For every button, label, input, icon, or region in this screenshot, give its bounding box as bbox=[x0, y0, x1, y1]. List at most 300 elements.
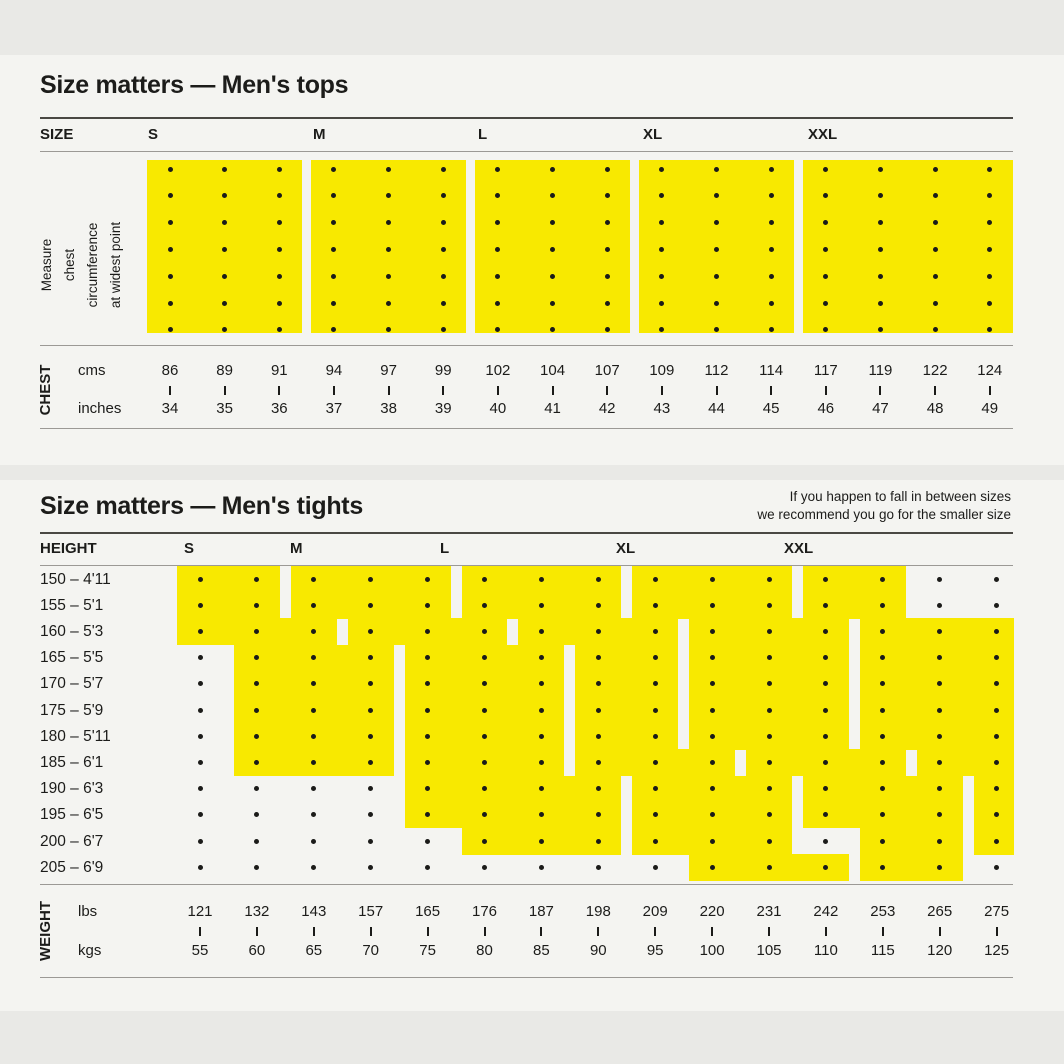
grid-dot bbox=[596, 865, 601, 870]
grid-dot bbox=[937, 734, 942, 739]
inches-value: 34 bbox=[161, 400, 179, 417]
grid-dot bbox=[933, 193, 938, 198]
height-row-label: 160 – 5'3 bbox=[40, 623, 104, 640]
tops-title: Size matters — Men's tops bbox=[40, 71, 349, 99]
inches-value: 42 bbox=[598, 400, 616, 417]
grid-dot bbox=[311, 577, 316, 582]
grid-dot bbox=[605, 274, 610, 279]
grid-dot bbox=[767, 786, 772, 791]
grid-dot bbox=[168, 327, 173, 332]
grid-dot bbox=[937, 577, 942, 582]
grid-dot bbox=[368, 839, 373, 844]
grid-dot bbox=[596, 734, 601, 739]
grid-dot bbox=[539, 577, 544, 582]
tops-size-header-XL: XL bbox=[643, 126, 663, 143]
tights-size-header-S: S bbox=[184, 540, 195, 557]
grid-dot bbox=[769, 193, 774, 198]
cms-inch-tick bbox=[169, 386, 171, 395]
grid-dot bbox=[878, 247, 883, 252]
size-band-L bbox=[575, 645, 678, 672]
cms-value: 97 bbox=[380, 362, 397, 379]
grid-dot bbox=[878, 167, 883, 172]
grid-dot bbox=[277, 301, 282, 306]
tights-size-header-XXL: XXL bbox=[784, 540, 814, 557]
height-row-label: 195 – 6'5 bbox=[40, 806, 104, 824]
grid-dot bbox=[222, 301, 227, 306]
grid-dot bbox=[425, 708, 430, 713]
grid-dot bbox=[767, 839, 772, 844]
grid-dot bbox=[767, 577, 772, 582]
grid-dot bbox=[769, 167, 774, 172]
height-row-label: 165 – 5'5 bbox=[40, 649, 104, 667]
cms-value: 99 bbox=[434, 362, 452, 379]
grid-dot bbox=[994, 708, 999, 713]
grid-dot bbox=[994, 734, 999, 739]
grid-dot bbox=[386, 274, 391, 279]
grid-dot bbox=[653, 655, 658, 660]
grid-dot bbox=[994, 577, 999, 582]
kgs-value: 70 bbox=[362, 942, 380, 959]
weight-axis-label: WEIGHT bbox=[37, 901, 54, 961]
grid-dot bbox=[198, 655, 203, 660]
size-band-L bbox=[575, 723, 678, 750]
measure-instruction-line: circumference bbox=[85, 222, 100, 308]
grid-dot bbox=[482, 577, 487, 582]
grid-dot bbox=[222, 167, 227, 172]
inches-value: 44 bbox=[708, 400, 725, 417]
inches-value: 37 bbox=[325, 400, 343, 417]
cms-value: 112 bbox=[704, 362, 729, 379]
grid-dot bbox=[596, 786, 601, 791]
grid-dot bbox=[987, 167, 992, 172]
grid-dot bbox=[653, 839, 658, 844]
grid-dot bbox=[198, 865, 203, 870]
grid-dot bbox=[550, 167, 555, 172]
grid-dot bbox=[653, 786, 658, 791]
cms-value: 114 bbox=[759, 362, 784, 379]
cms-value: 122 bbox=[922, 362, 948, 379]
lbs-value: 198 bbox=[585, 903, 611, 920]
grid-dot bbox=[710, 865, 715, 870]
grid-dot bbox=[878, 274, 883, 279]
height-row-label: 150 – 4'11 bbox=[40, 570, 111, 588]
grid-dot bbox=[994, 865, 999, 870]
grid-dot bbox=[277, 274, 282, 279]
kgs-value: 120 bbox=[927, 942, 953, 959]
grid-dot bbox=[198, 629, 203, 634]
kgs-value: 90 bbox=[589, 942, 607, 959]
grid-dot bbox=[539, 734, 544, 739]
inches-value: 35 bbox=[216, 400, 233, 417]
grid-dot bbox=[425, 734, 430, 739]
grid-dot bbox=[880, 839, 885, 844]
tights-size-header-M: M bbox=[290, 540, 303, 557]
tops-size-header-M: M bbox=[313, 126, 326, 143]
grid-dot bbox=[933, 220, 938, 225]
tops-size-header-L: L bbox=[478, 126, 488, 143]
lbs-value: 187 bbox=[528, 903, 554, 920]
grid-dot bbox=[769, 301, 774, 306]
size-band-S bbox=[177, 592, 280, 619]
grid-dot bbox=[710, 629, 715, 634]
grid-dot bbox=[767, 629, 772, 634]
grid-dot bbox=[653, 760, 658, 765]
grid-dot bbox=[710, 839, 715, 844]
tights-grid-rule bbox=[40, 884, 1013, 885]
inches-value: 47 bbox=[872, 400, 889, 417]
grid-dot bbox=[987, 274, 992, 279]
grid-dot bbox=[653, 708, 658, 713]
grid-dot bbox=[386, 301, 391, 306]
cms-value: 102 bbox=[485, 362, 511, 379]
grid-dot bbox=[539, 603, 544, 608]
cms-value: 86 bbox=[161, 362, 179, 379]
grid-dot bbox=[198, 839, 203, 844]
cms-inch-tick bbox=[934, 386, 936, 395]
grid-dot bbox=[198, 708, 203, 713]
grid-dot bbox=[368, 865, 373, 870]
size-band-L bbox=[575, 697, 678, 724]
grid-dot bbox=[653, 734, 658, 739]
kgs-value: 65 bbox=[305, 942, 323, 959]
size-band-M bbox=[405, 802, 622, 829]
grid-dot bbox=[277, 247, 282, 252]
grid-dot bbox=[368, 812, 373, 817]
cms-value: 91 bbox=[270, 362, 288, 379]
tops-grid-rule bbox=[40, 345, 1013, 346]
lbs-kgs-tick bbox=[939, 927, 941, 936]
cms-value: 94 bbox=[325, 362, 343, 379]
grid-dot bbox=[222, 274, 227, 279]
grid-dot bbox=[311, 786, 316, 791]
grid-dot bbox=[653, 865, 658, 870]
height-row-label: 190 – 6'3 bbox=[40, 780, 104, 798]
cms-value: 107 bbox=[594, 362, 620, 379]
grid-dot bbox=[767, 603, 772, 608]
grid-dot bbox=[710, 603, 715, 608]
grid-dot bbox=[710, 734, 715, 739]
grid-dot bbox=[767, 865, 772, 870]
grid-dot bbox=[539, 629, 544, 634]
grid-dot bbox=[386, 167, 391, 172]
grid-dot bbox=[987, 301, 992, 306]
grid-dot bbox=[368, 577, 373, 582]
kgs-value: 85 bbox=[533, 942, 550, 959]
grid-dot bbox=[168, 301, 173, 306]
tops-size-block-XXL bbox=[803, 160, 1013, 333]
grid-dot bbox=[386, 247, 391, 252]
grid-dot bbox=[254, 865, 259, 870]
lbs-value: 143 bbox=[301, 903, 327, 920]
grid-dot bbox=[605, 301, 610, 306]
grid-dot bbox=[539, 760, 544, 765]
measure-instruction-line: Measure bbox=[39, 238, 54, 292]
lbs-kgs-tick bbox=[256, 927, 258, 936]
lbs-value: 132 bbox=[244, 903, 270, 920]
grid-dot bbox=[653, 629, 658, 634]
grid-dot bbox=[495, 301, 500, 306]
tights-bottom-rule bbox=[40, 977, 1013, 978]
tights-height-header-label: HEIGHT bbox=[40, 540, 97, 557]
grid-dot bbox=[937, 603, 942, 608]
grid-dot bbox=[596, 839, 601, 844]
tops-header-rule bbox=[40, 151, 1013, 152]
cms-inch-tick bbox=[278, 386, 280, 395]
size-band-XL bbox=[860, 828, 963, 855]
grid-dot bbox=[482, 760, 487, 765]
size-band-L bbox=[575, 671, 678, 698]
cms-unit-label: cms bbox=[78, 362, 106, 379]
height-row-label: 175 – 5'9 bbox=[40, 701, 104, 719]
size-band-S bbox=[177, 566, 280, 593]
lbs-kgs-tick bbox=[597, 927, 599, 936]
grid-dot bbox=[714, 167, 719, 172]
grid-dot bbox=[769, 220, 774, 225]
cms-inch-tick bbox=[442, 386, 444, 395]
grid-dot bbox=[933, 327, 938, 332]
cms-value: 117 bbox=[813, 362, 838, 379]
cms-value: 109 bbox=[649, 362, 675, 379]
grid-dot bbox=[710, 760, 715, 765]
lbs-value: 265 bbox=[927, 903, 953, 920]
kgs-value: 110 bbox=[813, 942, 838, 959]
grid-dot bbox=[994, 839, 999, 844]
grid-dot bbox=[933, 274, 938, 279]
lbs-value: 176 bbox=[471, 903, 498, 920]
grid-dot bbox=[767, 734, 772, 739]
lbs-value: 121 bbox=[187, 903, 213, 920]
tops-size-header-S: S bbox=[148, 126, 159, 143]
grid-dot bbox=[710, 786, 715, 791]
tops-size-header-XXL: XXL bbox=[808, 126, 838, 143]
grid-dot bbox=[539, 865, 544, 870]
grid-dot bbox=[441, 167, 446, 172]
grid-dot bbox=[482, 839, 487, 844]
grid-dot bbox=[277, 220, 282, 225]
grid-dot bbox=[823, 839, 828, 844]
inches-value: 48 bbox=[926, 400, 944, 417]
grid-dot bbox=[425, 865, 430, 870]
grid-dot bbox=[482, 629, 487, 634]
grid-dot bbox=[767, 681, 772, 686]
grid-dot bbox=[937, 839, 942, 844]
grid-dot bbox=[878, 301, 883, 306]
grid-dot bbox=[198, 786, 203, 791]
lbs-kgs-tick bbox=[825, 927, 827, 936]
grid-dot bbox=[368, 786, 373, 791]
grid-dot bbox=[441, 220, 446, 225]
grid-dot bbox=[198, 603, 203, 608]
cms-inch-tick bbox=[770, 386, 772, 395]
height-row-label: 185 – 6'1 bbox=[40, 754, 104, 771]
lbs-value: 275 bbox=[984, 903, 1010, 920]
kgs-value: 55 bbox=[191, 942, 209, 959]
grid-dot bbox=[933, 247, 938, 252]
chest-axis-label: CHEST bbox=[37, 364, 54, 416]
grid-dot bbox=[659, 167, 664, 172]
inches-value: 46 bbox=[817, 400, 835, 417]
size-band-XXL bbox=[917, 749, 1014, 776]
size-band-XXL bbox=[803, 592, 906, 619]
grid-dot bbox=[769, 274, 774, 279]
inches-value: 49 bbox=[981, 400, 999, 417]
grid-dot bbox=[605, 220, 610, 225]
grid-dot bbox=[596, 708, 601, 713]
tights-size-header-L: L bbox=[440, 540, 450, 557]
grid-dot bbox=[714, 301, 719, 306]
note-line-2: we recommend you go for the smaller size bbox=[757, 507, 1011, 522]
cms-inch-tick bbox=[333, 386, 335, 395]
kgs-value: 105 bbox=[756, 942, 782, 959]
measure-instruction-line: chest bbox=[62, 248, 77, 282]
grid-dot bbox=[769, 247, 774, 252]
cms-value: 89 bbox=[216, 362, 233, 379]
tights-size-header-XL: XL bbox=[616, 540, 636, 557]
measure-instruction-line: at widest point bbox=[108, 221, 123, 309]
inches-value: 43 bbox=[653, 400, 671, 417]
grid-dot bbox=[198, 577, 203, 582]
lbs-value: 165 bbox=[415, 903, 441, 920]
cms-value: 119 bbox=[868, 362, 893, 379]
grid-dot bbox=[198, 734, 203, 739]
kgs-value: 115 bbox=[870, 942, 895, 959]
grid-dot bbox=[605, 167, 610, 172]
inches-value: 38 bbox=[380, 400, 397, 417]
grid-dot bbox=[710, 655, 715, 660]
grid-dot bbox=[994, 603, 999, 608]
grid-dot bbox=[878, 220, 883, 225]
grid-dot bbox=[550, 301, 555, 306]
kgs-value: 60 bbox=[248, 942, 266, 959]
lbs-value: 253 bbox=[870, 903, 896, 920]
grid-dot bbox=[550, 274, 555, 279]
grid-dot bbox=[368, 708, 373, 713]
lbs-kgs-tick bbox=[427, 927, 429, 936]
inches-unit-label: inches bbox=[78, 400, 122, 417]
cms-inch-tick bbox=[661, 386, 663, 395]
grid-dot bbox=[168, 167, 173, 172]
grid-dot bbox=[168, 247, 173, 252]
inches-value: 41 bbox=[544, 400, 561, 417]
grid-dot bbox=[933, 301, 938, 306]
grid-dot bbox=[937, 865, 942, 870]
cms-value: 104 bbox=[540, 362, 566, 379]
grid-dot bbox=[425, 603, 430, 608]
note-line-1: If you happen to fall in between sizes bbox=[789, 489, 1011, 504]
grid-dot bbox=[653, 577, 658, 582]
grid-dot bbox=[425, 577, 430, 582]
kgs-value: 95 bbox=[646, 942, 664, 959]
grid-dot bbox=[482, 603, 487, 608]
grid-dot bbox=[550, 247, 555, 252]
grid-dot bbox=[714, 274, 719, 279]
grid-dot bbox=[168, 274, 173, 279]
lbs-kgs-tick bbox=[484, 927, 486, 936]
lbs-kgs-tick bbox=[711, 927, 713, 936]
grid-dot bbox=[495, 167, 500, 172]
grid-dot bbox=[254, 786, 259, 791]
grid-dot bbox=[823, 167, 828, 172]
tights-top-rule bbox=[40, 532, 1013, 534]
inches-value: 39 bbox=[434, 400, 452, 417]
grid-dot bbox=[596, 577, 601, 582]
lbs-kgs-tick bbox=[540, 927, 542, 936]
kgs-value: 75 bbox=[419, 942, 436, 959]
grid-dot bbox=[441, 301, 446, 306]
grid-dot bbox=[368, 603, 373, 608]
kgs-unit-label: kgs bbox=[78, 942, 102, 959]
grid-dot bbox=[198, 760, 203, 765]
grid-dot bbox=[659, 301, 664, 306]
grid-dot bbox=[823, 301, 828, 306]
grid-dot bbox=[311, 865, 316, 870]
cms-inch-tick bbox=[497, 386, 499, 395]
grid-dot bbox=[596, 629, 601, 634]
grid-dot bbox=[482, 865, 487, 870]
lbs-unit-label: lbs bbox=[78, 903, 98, 920]
grid-dot bbox=[168, 193, 173, 198]
height-row-label: 180 – 5'11 bbox=[40, 727, 111, 745]
grid-dot bbox=[539, 839, 544, 844]
tops-top-rule bbox=[40, 117, 1013, 119]
grid-dot bbox=[482, 708, 487, 713]
cms-inch-tick bbox=[388, 386, 390, 395]
grid-dot bbox=[880, 577, 885, 582]
grid-dot bbox=[933, 167, 938, 172]
lbs-kgs-tick bbox=[882, 927, 884, 936]
cms-inch-tick bbox=[989, 386, 991, 395]
lbs-value: 242 bbox=[813, 903, 839, 920]
lbs-kgs-tick bbox=[654, 927, 656, 936]
grid-dot bbox=[937, 708, 942, 713]
cms-inch-tick bbox=[224, 386, 226, 395]
height-row-label: 205 – 6'9 bbox=[40, 858, 104, 876]
tops-bottom-rule bbox=[40, 428, 1013, 429]
grid-dot bbox=[767, 655, 772, 660]
grid-dot bbox=[311, 812, 316, 817]
grid-dot bbox=[767, 708, 772, 713]
grid-dot bbox=[596, 655, 601, 660]
grid-dot bbox=[482, 734, 487, 739]
lbs-kgs-tick bbox=[370, 927, 372, 936]
size-band-XXL bbox=[803, 566, 906, 593]
cms-inch-tick bbox=[552, 386, 554, 395]
cms-inch-tick bbox=[879, 386, 881, 395]
grid-dot bbox=[168, 220, 173, 225]
cms-inch-tick bbox=[716, 386, 718, 395]
grid-dot bbox=[277, 167, 282, 172]
grid-dot bbox=[539, 708, 544, 713]
grid-dot bbox=[605, 247, 610, 252]
grid-dot bbox=[767, 760, 772, 765]
height-row-label: 155 – 5'1 bbox=[40, 596, 104, 614]
size-band-XL bbox=[860, 854, 963, 881]
grid-dot bbox=[769, 327, 774, 332]
grid-dot bbox=[368, 734, 373, 739]
grid-dot bbox=[425, 839, 430, 844]
kgs-value: 80 bbox=[476, 942, 493, 959]
grid-dot bbox=[596, 760, 601, 765]
lbs-kgs-tick bbox=[768, 927, 770, 936]
inches-value: 40 bbox=[489, 400, 507, 417]
grid-dot bbox=[710, 577, 715, 582]
height-row-label: 170 – 5'7 bbox=[40, 675, 104, 693]
grid-dot bbox=[880, 708, 885, 713]
grid-dot bbox=[767, 812, 772, 817]
grid-dot bbox=[311, 839, 316, 844]
lbs-value: 220 bbox=[699, 903, 725, 920]
grid-dot bbox=[254, 839, 259, 844]
